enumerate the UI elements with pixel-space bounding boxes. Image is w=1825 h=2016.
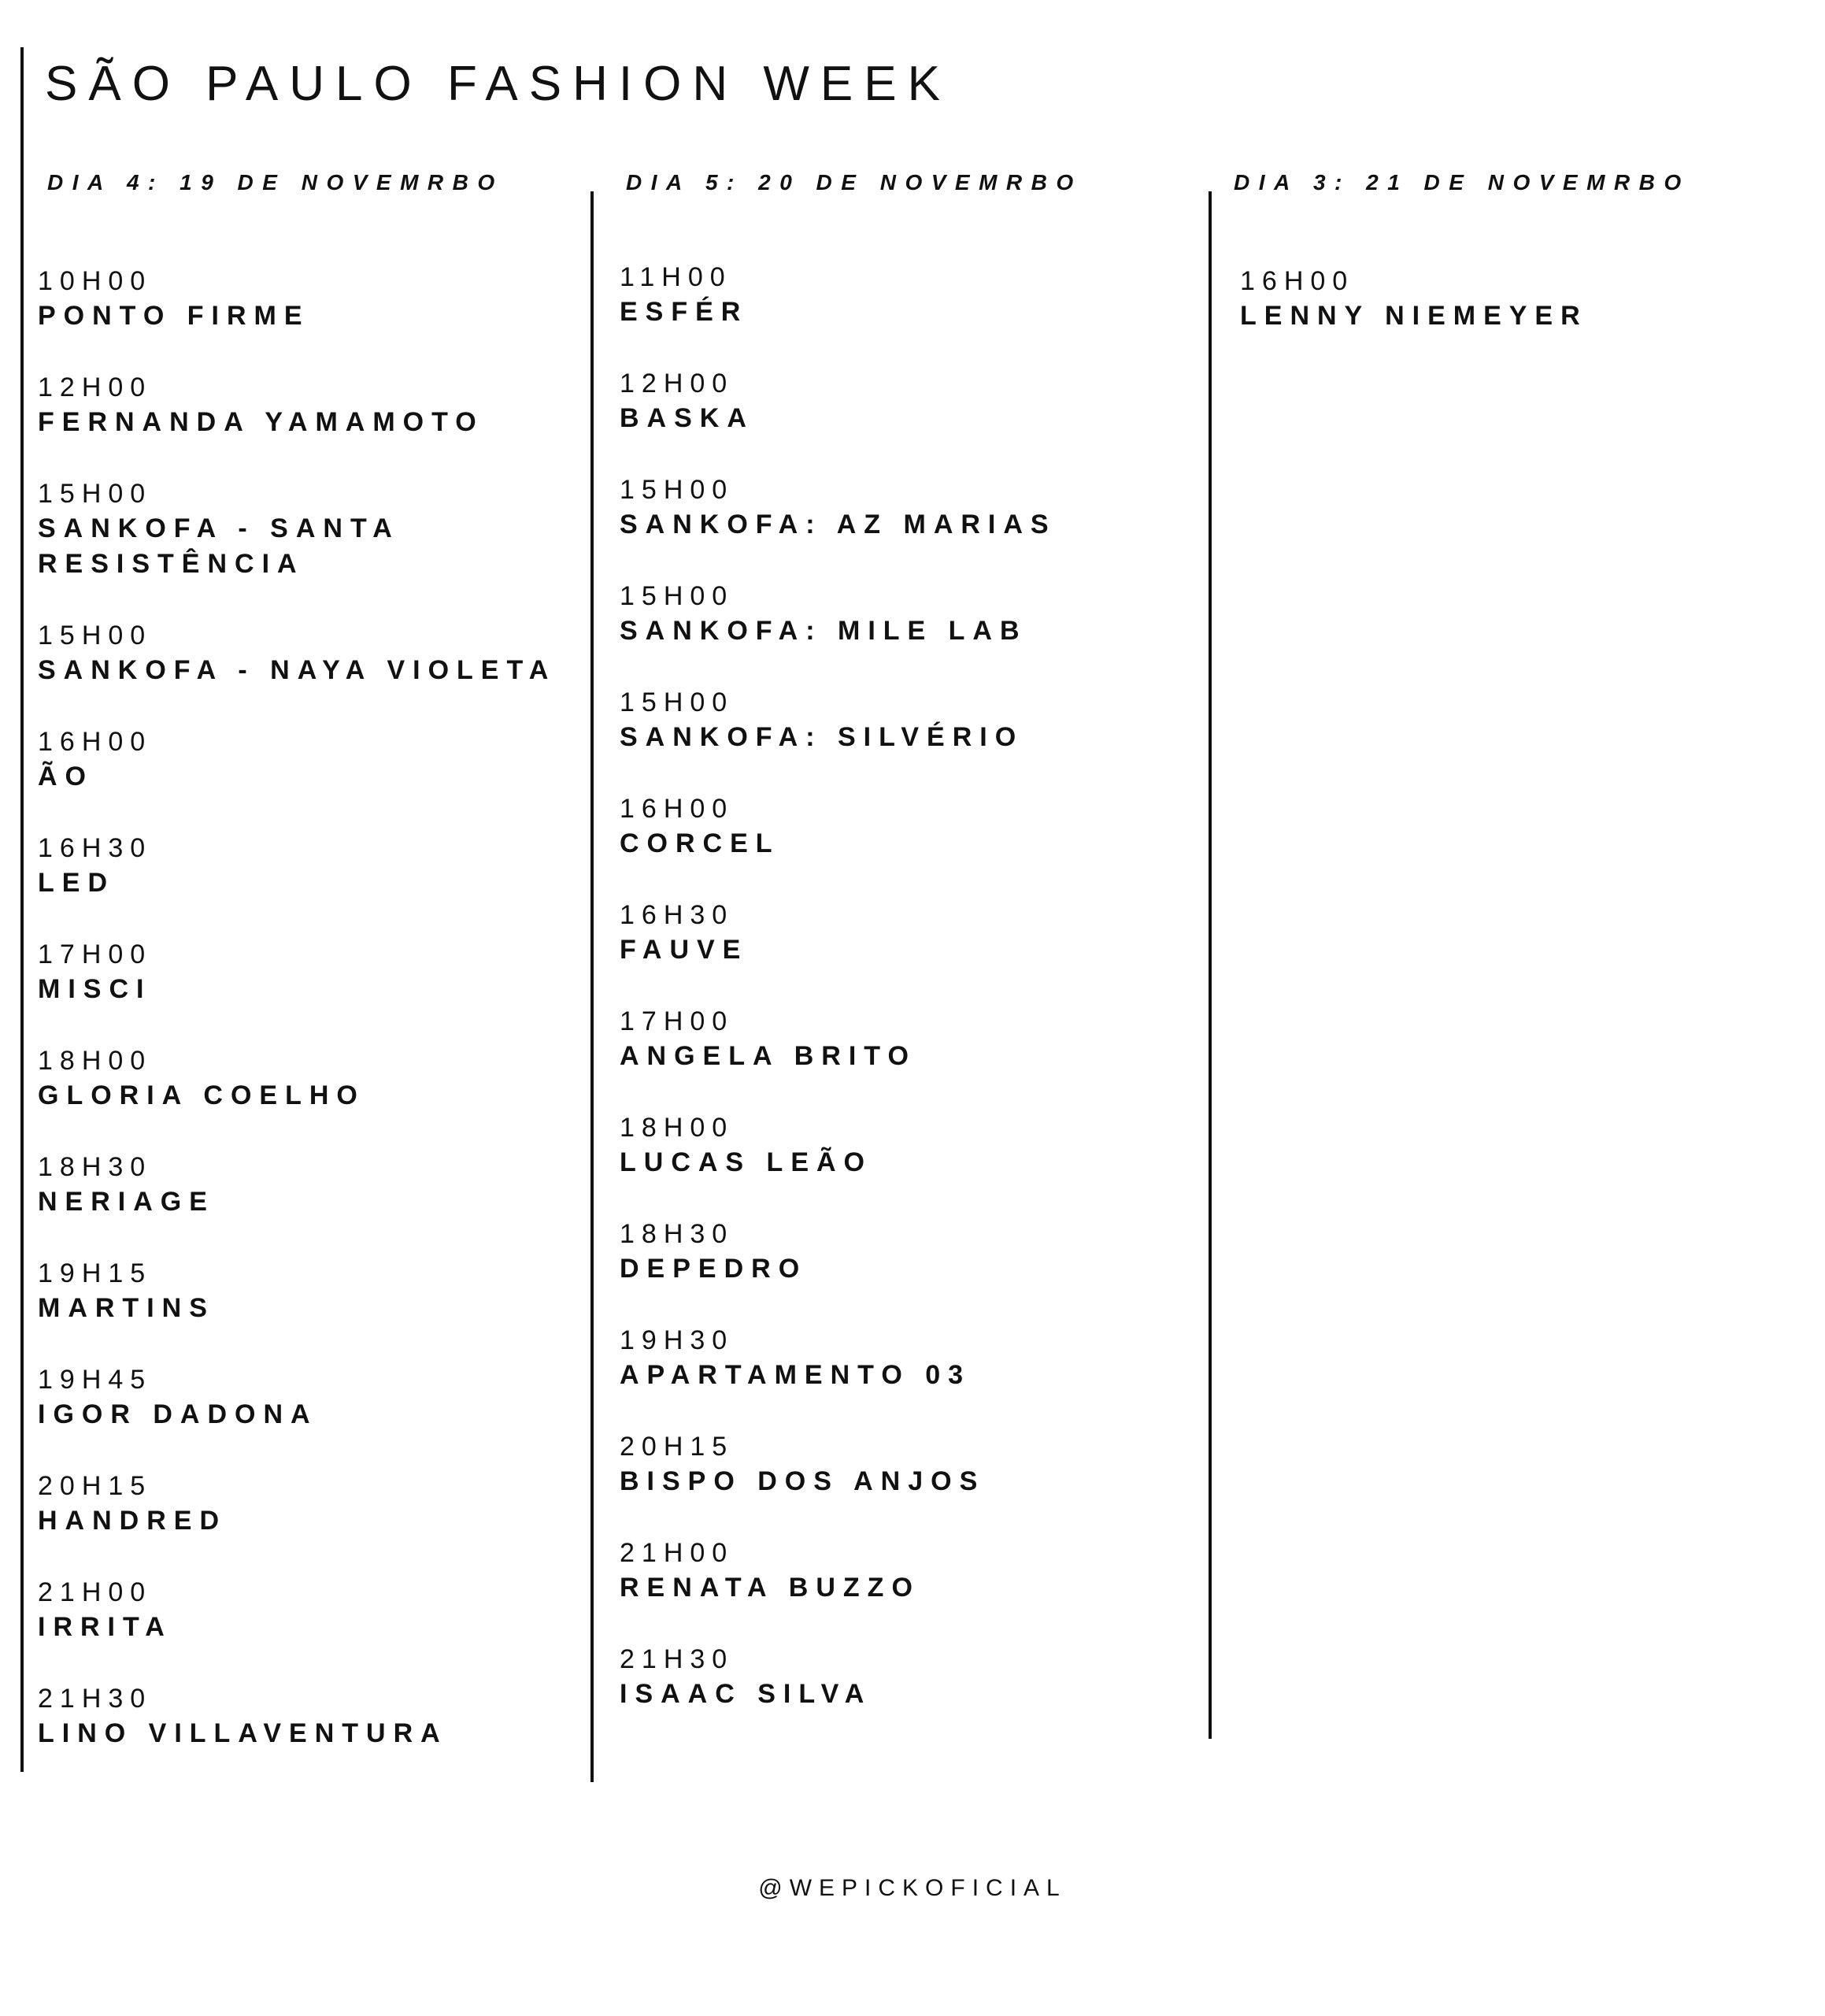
show-time: 12H00 [38, 372, 153, 402]
show-brand: LED [38, 868, 115, 898]
show-time: 17H00 [38, 939, 153, 969]
show-time: 19H15 [38, 1258, 153, 1288]
show-time: 15H00 [620, 581, 735, 611]
show-entry [38, 476, 589, 582]
show-time: 15H00 [38, 479, 153, 509]
day-schedule [620, 260, 1171, 1748]
show-entry [38, 1681, 589, 1751]
show-entry [620, 685, 1171, 755]
show-time: 16H30 [620, 900, 735, 930]
show-entry [620, 1217, 1171, 1287]
show-brand: BISPO DOS ANJOS [620, 1466, 986, 1496]
show-brand: GLORIA COELHO [38, 1080, 365, 1110]
show-time: 19H30 [620, 1325, 735, 1355]
page-title: SÃO PAULO FASHION WEEK [45, 57, 951, 111]
show-entry [38, 1043, 589, 1114]
show-brand: SANKOFA: SILVÉRIO [620, 722, 1024, 752]
show-entry [620, 472, 1171, 543]
show-brand: LINO VILLAVENTURA [38, 1718, 448, 1748]
show-time: 17H00 [620, 1006, 735, 1036]
show-brand: LENNY NIEMEYER [1240, 301, 1588, 331]
show-entry [38, 1150, 589, 1220]
show-brand: IGOR DADONA [38, 1399, 318, 1429]
show-brand: ISAAC SILVA [620, 1679, 872, 1709]
show-brand: MISCI [38, 974, 152, 1004]
show-time: 18H00 [38, 1046, 153, 1076]
day-heading: DIA 5: 20 DE NOVEMRBO [626, 170, 1083, 195]
column-divider [20, 47, 24, 1772]
show-time: 16H00 [620, 794, 735, 824]
show-brand: APARTAMENTO 03 [620, 1360, 972, 1390]
show-brand: ANGELA BRITO [620, 1041, 916, 1071]
show-entry [38, 1575, 589, 1645]
show-entry [620, 366, 1171, 436]
show-time: 16H30 [38, 833, 153, 863]
show-time: 12H00 [620, 369, 735, 398]
show-brand: SANKOFA: MILE LAB [620, 616, 1027, 646]
show-brand: IRRITA [38, 1612, 172, 1642]
show-brand: MARTINS [38, 1293, 215, 1323]
show-entry [620, 1642, 1171, 1712]
show-entry [38, 1256, 589, 1326]
day-heading: DIA 3: 21 DE NOVEMRBO [1234, 170, 1690, 195]
show-brand: NERIAGE [38, 1187, 215, 1217]
show-brand: BASKA [620, 403, 754, 433]
show-time: 18H30 [620, 1219, 735, 1249]
show-time: 20H15 [38, 1471, 153, 1501]
show-time: 19H45 [38, 1365, 153, 1395]
show-time: 15H00 [38, 621, 153, 650]
show-brand: HANDRED [38, 1506, 227, 1536]
show-time: 20H15 [620, 1432, 735, 1462]
show-time: 15H00 [620, 687, 735, 717]
show-entry [38, 937, 589, 1007]
show-entry [38, 264, 589, 334]
show-entry [620, 579, 1171, 649]
show-entry [620, 1323, 1171, 1393]
show-time: 16H00 [1240, 266, 1355, 296]
show-time: 21H00 [38, 1577, 153, 1607]
show-brand: DEPEDRO [620, 1254, 808, 1284]
show-entry [620, 1536, 1171, 1606]
show-time: 16H00 [38, 727, 153, 757]
social-handle: @WEPICKOFICIAL [758, 1875, 1067, 1901]
day-schedule [1240, 264, 1791, 370]
show-time: 15H00 [620, 475, 735, 505]
show-brand: SANKOFA - NAYA VIOLETA [38, 655, 557, 685]
show-time: 21H00 [620, 1538, 735, 1568]
show-entry [620, 260, 1171, 330]
show-time: 18H00 [620, 1113, 735, 1143]
show-brand: LUCAS LEÃO [620, 1147, 872, 1177]
show-brand: SANKOFA - SANTA RESISTÊNCIA [38, 513, 399, 579]
show-brand: FERNANDA YAMAMOTO [38, 407, 484, 437]
show-brand: ÃO [38, 762, 94, 791]
column-divider [1209, 191, 1212, 1739]
show-brand: RENATA BUZZO [620, 1573, 920, 1603]
show-brand: PONTO FIRME [38, 301, 310, 331]
show-entry [620, 791, 1171, 862]
day-schedule [38, 264, 589, 1788]
show-entry [38, 1469, 589, 1539]
show-entry [620, 1004, 1171, 1074]
show-brand: ESFÉR [620, 297, 749, 327]
show-entry [1240, 264, 1791, 334]
show-time: 21H30 [620, 1644, 735, 1674]
show-brand: CORCEL [620, 828, 780, 858]
show-time: 11H00 [620, 262, 732, 292]
show-entry [38, 831, 589, 901]
show-entry [38, 724, 589, 795]
show-time: 18H30 [38, 1152, 153, 1182]
show-entry [620, 1429, 1171, 1499]
show-entry [38, 1362, 589, 1432]
show-time: 21H30 [38, 1684, 153, 1714]
show-brand: FAUVE [620, 935, 749, 965]
column-divider [590, 191, 594, 1782]
show-entry [620, 898, 1171, 968]
show-brand: SANKOFA: AZ MARIAS [620, 510, 1057, 539]
day-heading: DIA 4: 19 DE NOVEMRBO [47, 170, 504, 195]
show-time: 10H00 [38, 266, 153, 296]
show-entry [38, 618, 589, 688]
show-entry [620, 1110, 1171, 1180]
show-entry [38, 370, 589, 440]
